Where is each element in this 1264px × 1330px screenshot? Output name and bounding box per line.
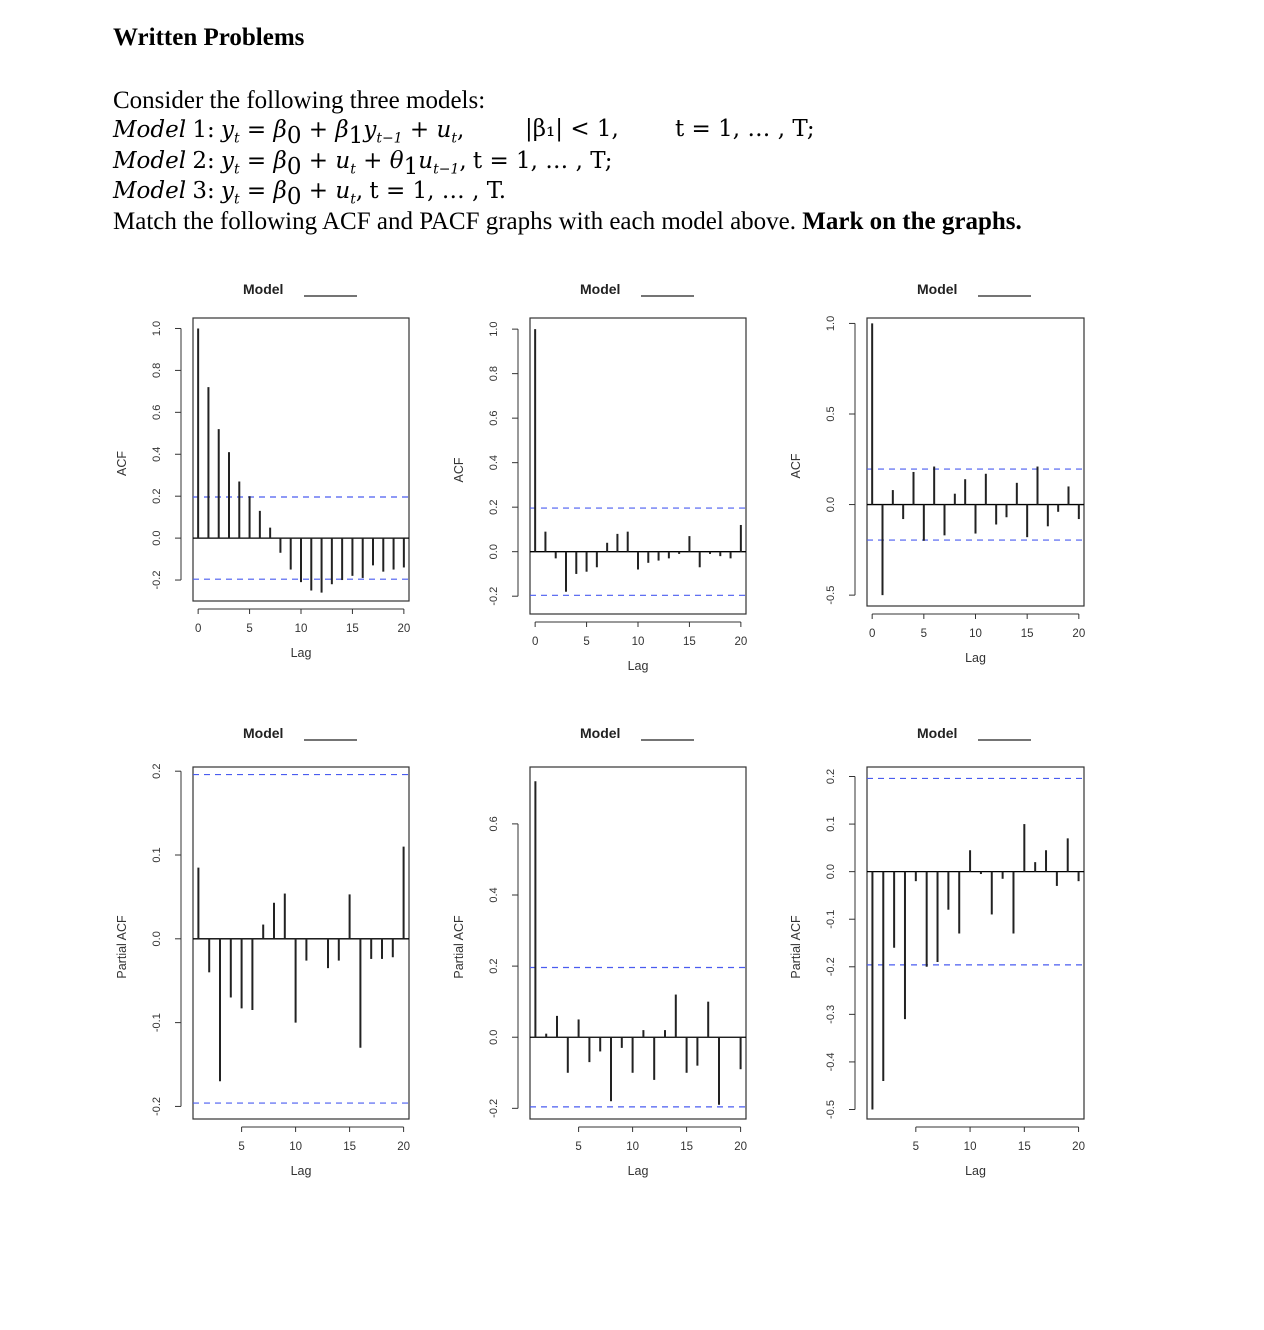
y-axis-label: ACF	[789, 453, 803, 479]
y-tick-label: 0.2	[488, 499, 500, 515]
plot-frame	[530, 767, 746, 1119]
chart-title: Model	[917, 725, 958, 741]
y-tick-label: -0.4	[825, 1052, 837, 1072]
x-tick-label: 20	[734, 636, 748, 648]
y-tick-label: 1.0	[151, 320, 163, 337]
y-tick-label: 0.2	[151, 488, 163, 504]
chart-panel-4	[115, 725, 410, 1178]
x-axis-label: Lag	[965, 651, 986, 665]
y-axis-label: ACF	[115, 451, 129, 476]
chart-panel-3	[789, 281, 1085, 665]
model-1-range: t = 1, … , T;	[675, 116, 815, 142]
y-tick-label: -0.1	[825, 909, 837, 929]
y-tick-label: 0.0	[825, 496, 837, 513]
y-tick-label: 0.2	[825, 768, 837, 785]
y-axis-label: Partial ACF	[789, 915, 803, 979]
x-tick-label: 20	[1072, 1141, 1085, 1153]
chart-panel-2	[452, 281, 747, 673]
y-tick-label: 0.1	[151, 847, 163, 863]
y-tick-label: 0.0	[151, 931, 163, 947]
y-tick-label: 0.8	[151, 362, 163, 379]
plot-frame	[867, 318, 1084, 606]
intro-text: Consider the following three models:	[113, 87, 486, 114]
y-tick-label: -0.2	[488, 586, 500, 606]
x-tick-label: 10	[626, 1141, 639, 1153]
x-tick-label: 0	[194, 623, 202, 635]
y-tick-label: 0.0	[825, 864, 837, 880]
x-tick-label: 0	[531, 636, 539, 648]
y-axis-label: Partial ACF	[115, 915, 129, 979]
model-1-condition: |β₁| < 1,	[525, 116, 619, 142]
chart-title: Model	[243, 281, 284, 297]
x-axis-label: Lag	[627, 659, 649, 673]
y-tick-label: -0.2	[151, 1096, 163, 1116]
x-tick-label: 15	[680, 1141, 693, 1153]
chart-title: Model	[917, 281, 958, 297]
x-tick-label: 5	[912, 1141, 920, 1153]
x-tick-label: 5	[583, 636, 590, 648]
x-axis-label: Lag	[627, 1164, 649, 1178]
plot-frame	[530, 318, 746, 614]
match-emphasis: Mark on the graphs.	[802, 208, 1022, 235]
y-tick-label: 0.0	[488, 1029, 500, 1045]
y-axis-label: Partial ACF	[452, 915, 466, 979]
x-tick-label: 15	[343, 1141, 356, 1153]
x-tick-label: 5	[246, 623, 253, 635]
x-tick-label: 5	[920, 628, 928, 640]
y-tick-label: -0.5	[825, 585, 837, 605]
x-tick-label: 15	[1017, 1141, 1031, 1153]
x-axis-label: Lag	[290, 1164, 312, 1178]
x-axis-label: Lag	[965, 1164, 986, 1178]
chart-title: Model	[243, 725, 284, 741]
y-tick-label: 1.0	[488, 321, 500, 337]
x-tick-label: 5	[575, 1141, 582, 1153]
y-tick-label: -0.1	[151, 1013, 163, 1033]
page-title: Written Problems	[113, 24, 305, 51]
x-tick-label: 15	[346, 623, 359, 635]
y-tick-label: 0.4	[488, 887, 500, 903]
y-tick-label: 1.0	[825, 315, 837, 332]
x-tick-label: 20	[397, 1141, 410, 1153]
chart-panel-6	[789, 725, 1085, 1178]
x-tick-label: 10	[289, 1141, 302, 1153]
plot-frame	[867, 767, 1084, 1119]
chart-panel-1	[115, 281, 410, 660]
y-tick-label: 0.4	[151, 446, 163, 462]
model-3-range: t = 1, … , T.	[369, 178, 507, 204]
x-tick-label: 5	[238, 1141, 245, 1153]
x-tick-label: 15	[683, 636, 696, 648]
y-tick-label: -0.2	[151, 570, 163, 590]
x-tick-label: 15	[1020, 628, 1034, 640]
model-3-equation: Model 3: $y_t = \beta_0 + u_t$, t = 1, … , T.	[113, 178, 507, 210]
x-tick-label: 20	[397, 623, 411, 635]
y-tick-label: 0.0	[488, 544, 500, 560]
model-1-equation: Model 1: $y_t = \beta_0 + \beta_1y_{t-1} + u_t$,	[113, 117, 465, 149]
y-tick-label: 0.5	[825, 406, 837, 422]
x-tick-label: 10	[631, 636, 645, 648]
x-tick-label: 10	[969, 628, 982, 640]
y-tick-label: 0.4	[488, 455, 500, 471]
model-2-equation: Model 2: $y_t = \beta_0 + u_t + \theta_1u_{t-1}$, t = 1, … , T;	[113, 148, 613, 180]
y-tick-label: 0.1	[825, 816, 837, 832]
x-tick-label: 10	[294, 623, 308, 635]
chart-title: Model	[580, 281, 621, 297]
y-tick-label: -0.2	[488, 1098, 500, 1118]
y-tick-label: -0.5	[825, 1100, 837, 1119]
plot-frame	[193, 767, 409, 1119]
y-tick-label: 0.6	[488, 410, 500, 426]
chart-panel-5	[452, 725, 747, 1178]
y-tick-label: 0.6	[151, 404, 163, 420]
y-tick-label: 0.6	[488, 816, 500, 832]
y-tick-label: 0.8	[488, 365, 500, 382]
x-tick-label: 10	[963, 1141, 977, 1153]
chart-title: Model	[580, 725, 621, 741]
y-tick-label: -0.3	[825, 1004, 837, 1024]
y-tick-label: 0.0	[151, 530, 163, 546]
y-tick-label: -0.2	[825, 957, 837, 977]
x-axis-label: Lag	[290, 646, 312, 660]
y-tick-label: 0.2	[151, 763, 163, 779]
x-tick-label: 0	[868, 628, 876, 640]
y-tick-label: 0.2	[488, 958, 500, 974]
x-tick-label: 20	[734, 1141, 747, 1153]
x-tick-label: 20	[1072, 628, 1086, 640]
y-axis-label: ACF	[452, 457, 466, 483]
model-2-range: t = 1, … , T;	[472, 148, 613, 174]
match-instruction: Match the following ACF and PACF graphs with each model above. Mark on the graphs.	[113, 208, 1022, 235]
